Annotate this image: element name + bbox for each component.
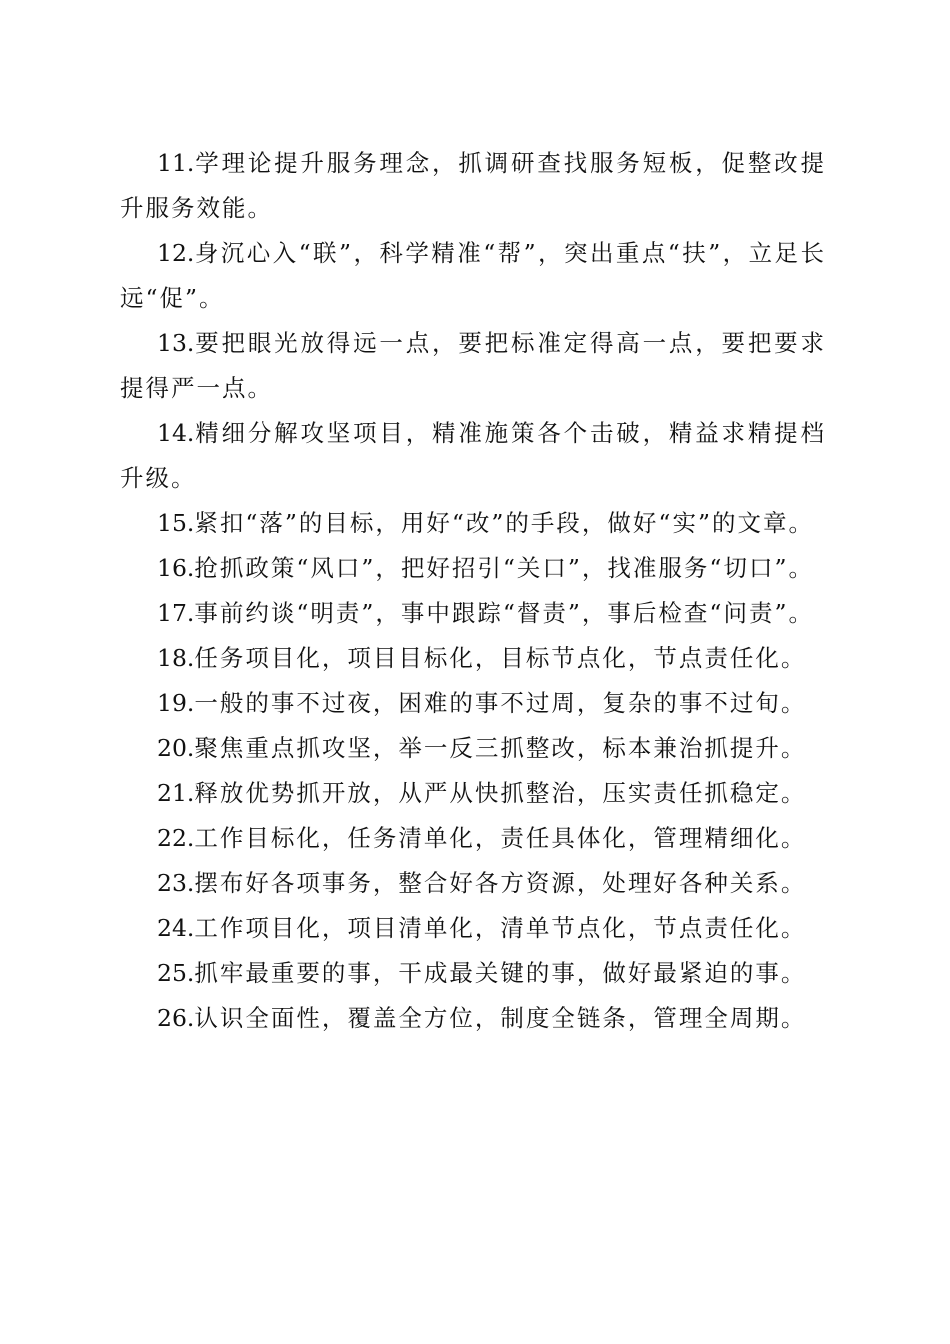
item-number: 18. xyxy=(157,644,195,672)
document-body xyxy=(120,141,826,1041)
item-number: 22. xyxy=(157,824,195,852)
list-item xyxy=(120,546,826,591)
list-item xyxy=(120,771,826,816)
item-number: 24. xyxy=(157,914,195,942)
list-item xyxy=(120,861,826,906)
item-text: 聚焦重点抓攻坚，举一反三抓整改，标本兼治抓提升。 xyxy=(194,734,807,762)
item-number: 15. xyxy=(157,509,195,537)
item-text: 精细分解攻坚项目，精准施策各个击破，精益求精提档升级。 xyxy=(120,419,826,492)
item-text: 事前约谈“明责”，事中跟踪“督责”，事后检查“问责”。 xyxy=(194,599,814,627)
item-number: 21. xyxy=(157,779,195,807)
item-number: 26. xyxy=(157,1004,195,1032)
list-item xyxy=(120,411,826,501)
list-item xyxy=(120,726,826,771)
item-number: 17. xyxy=(157,599,195,627)
list-item xyxy=(120,141,826,231)
list-item xyxy=(120,816,826,861)
item-number: 23. xyxy=(157,869,195,897)
item-text: 身沉心入“联”，科学精准“帮”，突出重点“扶”，立足长远“促”。 xyxy=(120,239,826,312)
item-text: 工作项目化，项目清单化，清单节点化，节点责任化。 xyxy=(194,914,807,942)
item-text: 认识全面性，覆盖全方位，制度全链条，管理全周期。 xyxy=(194,1004,807,1032)
item-text: 紧扣“落”的目标，用好“改”的手段，做好“实”的文章。 xyxy=(194,509,814,537)
item-number: 14. xyxy=(157,419,195,447)
item-text: 一般的事不过夜，困难的事不过周，复杂的事不过旬。 xyxy=(194,689,807,717)
item-text: 摆布好各项事务，整合好各方资源，处理好各种关系。 xyxy=(194,869,807,897)
item-text: 学理论提升服务理念，抓调研查找服务短板，促整改提升服务效能。 xyxy=(120,149,826,222)
item-number: 11. xyxy=(157,149,195,177)
item-text: 抓牢最重要的事，干成最关键的事，做好最紧迫的事。 xyxy=(194,959,807,987)
list-item xyxy=(120,501,826,546)
list-item xyxy=(120,636,826,681)
list-item xyxy=(120,321,826,411)
item-text: 释放优势抓开放，从严从快抓整治，压实责任抓稳定。 xyxy=(194,779,807,807)
item-text: 任务项目化，项目目标化，目标节点化，节点责任化。 xyxy=(194,644,807,672)
list-item xyxy=(120,996,826,1041)
item-number: 25. xyxy=(157,959,195,987)
list-item xyxy=(120,951,826,996)
item-number: 12. xyxy=(157,239,195,267)
item-number: 13. xyxy=(157,329,195,357)
item-number: 19. xyxy=(157,689,195,717)
list-item xyxy=(120,906,826,951)
item-text: 要把眼光放得远一点，要把标准定得高一点，要把要求提得严一点。 xyxy=(120,329,826,402)
list-item xyxy=(120,591,826,636)
item-text: 工作目标化，任务清单化，责任具体化，管理精细化。 xyxy=(194,824,807,852)
item-text: 抢抓政策“风口”，把好招引“关口”，找准服务“切口”。 xyxy=(194,554,814,582)
list-item xyxy=(120,681,826,726)
item-number: 16. xyxy=(157,554,195,582)
list-item xyxy=(120,231,826,321)
item-number: 20. xyxy=(157,734,195,762)
